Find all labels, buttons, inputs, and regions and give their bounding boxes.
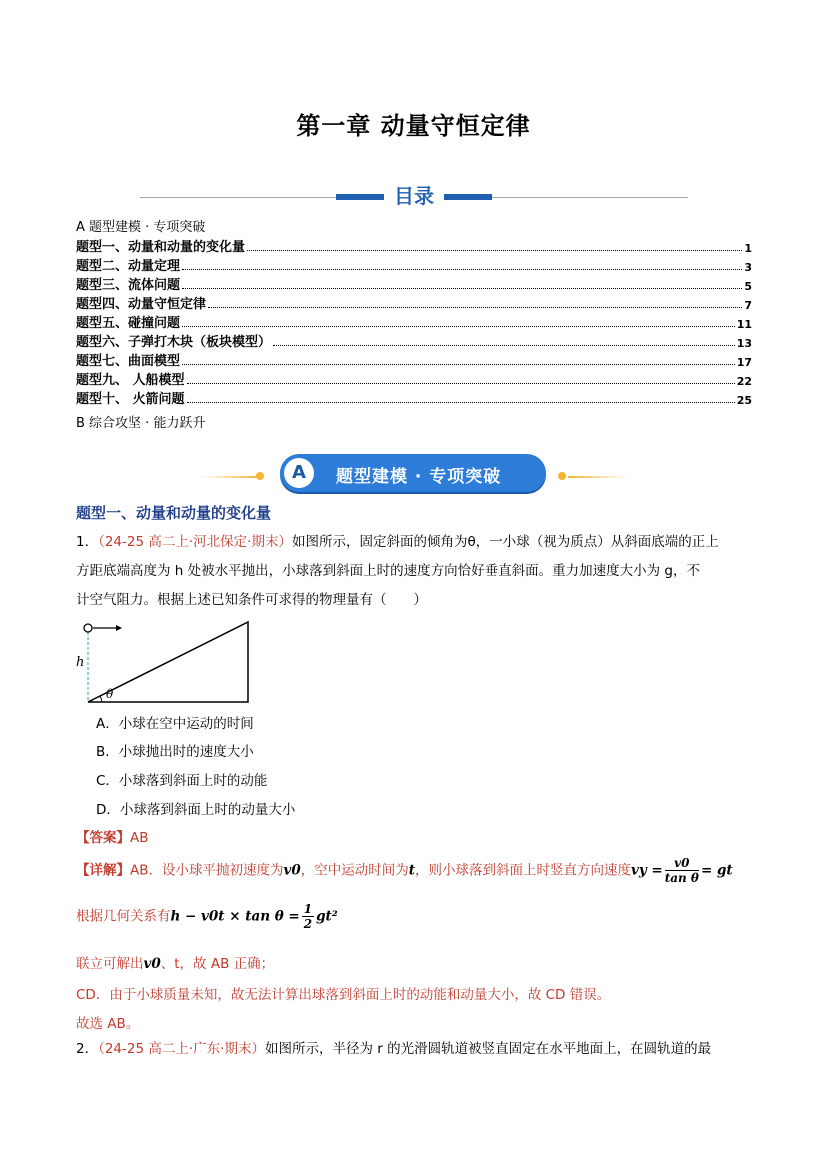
toc-leader-dots xyxy=(208,307,742,308)
incline-figure xyxy=(70,616,260,708)
toc-section-b: B 综合攻坚 · 能力跃升 xyxy=(76,416,206,431)
question-text: 如图所示，固定斜面的倾角为θ，一小球（视为质点）从斜面底端的正上 xyxy=(291,534,719,550)
vy-symbol: vy = xyxy=(631,862,663,879)
banner-deco-left xyxy=(200,476,260,478)
toc-item[interactable] xyxy=(76,255,752,274)
angle-label: θ xyxy=(106,687,114,701)
question-1-line-3: 计空气阻力。根据上述已知条件可求得的物理量有（ ） xyxy=(76,592,427,608)
toc-bar-left xyxy=(336,194,384,200)
question-source: （24-25 高二上·河北保定·期末） xyxy=(98,534,292,550)
fraction-half-denominator: 2 xyxy=(303,917,313,931)
toc-item[interactable] xyxy=(76,331,752,350)
toc-leader-dots xyxy=(182,326,735,327)
velocity-arrowhead xyxy=(116,625,122,631)
detail-line-4: CD．由于小球质量未知，故无法计算出球落到斜面上时的动能和动量大小，故 CD 错误。 xyxy=(76,987,611,1003)
toc-item-page: 11 xyxy=(736,318,752,331)
eq2-right: gt² xyxy=(316,908,338,925)
toc-leader-dots xyxy=(182,364,735,365)
detail-line-3 xyxy=(76,952,274,972)
question-1-line-1 xyxy=(76,528,756,557)
detail-text-3c: 、t，故 AB 正确； xyxy=(160,956,275,972)
v0-symbol: v0 xyxy=(283,862,301,879)
toc-leader-dots xyxy=(187,402,735,403)
toc-item-page: 7 xyxy=(744,299,752,312)
detail-line-1 xyxy=(76,856,733,885)
option-d: D．小球落到斜面上时的动量大小 xyxy=(96,802,296,818)
banner-letter: A xyxy=(284,458,314,488)
toc-item[interactable] xyxy=(76,369,752,388)
banner-text: 题型建模 · 专项突破 xyxy=(336,467,502,487)
toc-bar-right xyxy=(444,194,492,200)
toc-item[interactable] xyxy=(76,388,752,407)
toc-item-title: 题型五、碰撞问题 xyxy=(76,316,181,331)
answer-line xyxy=(76,826,149,846)
detail-text-1b: ，空中运动时间为 xyxy=(300,862,409,879)
toc-heading: 目录 xyxy=(384,180,444,209)
toc-item-page: 25 xyxy=(736,394,752,407)
answer-label: 【答案】 xyxy=(76,830,130,846)
toc-item-title: 题型九、 人船模型 xyxy=(76,373,185,388)
page-title: 第一章 动量守恒定律 xyxy=(296,112,531,140)
question-1-line-2: 方距底端高度为 h 处被水平抛出，小球落到斜面上时的速度方向恰好垂直斜面。重力加速度大小为 g，不 xyxy=(76,563,700,579)
eq-gt: = gt xyxy=(700,862,733,879)
toc-item-page: 3 xyxy=(744,261,752,274)
question-number: 1． xyxy=(76,534,99,550)
toc-section-a: A 题型建模 · 专项突破 xyxy=(76,220,206,235)
toc-item-title: 题型六、子弹打木块（板块模型） xyxy=(76,335,272,350)
banner-dot-right xyxy=(558,472,566,480)
fraction-v0-tan xyxy=(665,856,699,885)
detail-text-1a: AB．设小球平抛初速度为 xyxy=(130,862,284,879)
detail-text-2a: 根据几何关系有 xyxy=(76,908,171,925)
toc-item-page: 5 xyxy=(744,280,752,293)
detail-text-3a: 联立可解出 xyxy=(76,956,144,972)
question-2-line-1 xyxy=(76,1035,756,1064)
toc-leader-dots xyxy=(182,288,742,289)
topic-heading: 题型一、动量和动量的变化量 xyxy=(76,504,272,522)
toc-item[interactable] xyxy=(76,293,752,312)
toc-leader-dots xyxy=(273,345,735,346)
toc-item[interactable] xyxy=(76,274,752,293)
v0-symbol-2: v0 xyxy=(143,956,161,972)
toc-leader-dots xyxy=(187,383,735,384)
question-2-source: （24-25 高二上·广东·期末） xyxy=(98,1041,265,1057)
toc-item-title: 题型四、动量守恒定律 xyxy=(76,297,207,312)
banner-dot-left xyxy=(256,472,264,480)
banner-deco-right xyxy=(568,476,628,478)
option-c: C．小球落到斜面上时的动能 xyxy=(96,773,268,789)
fraction-numerator: v0 xyxy=(665,856,699,871)
fraction-half-numerator: 1 xyxy=(303,902,313,916)
toc-item[interactable] xyxy=(76,312,752,331)
section-banner xyxy=(250,454,580,494)
detail-text-1c: ，则小球落到斜面上时竖直方向速度 xyxy=(415,862,631,879)
toc-item-page: 17 xyxy=(736,356,752,369)
toc-banner xyxy=(140,180,688,210)
toc-item-page: 13 xyxy=(736,337,752,350)
answer-value: AB xyxy=(130,830,149,846)
fraction-denominator: tan θ xyxy=(664,871,699,885)
angle-arc xyxy=(100,696,102,702)
detail-label: 【详解】 xyxy=(76,862,130,879)
question-2-number: 2． xyxy=(76,1041,99,1057)
detail-line-2 xyxy=(76,902,338,931)
eq2-left: h − v0t × tan θ = xyxy=(170,908,300,925)
detail-line-5: 故选 AB。 xyxy=(76,1016,140,1032)
toc-item-page: 22 xyxy=(736,375,752,388)
toc-item[interactable] xyxy=(76,236,752,255)
option-b: B．小球抛出时的速度大小 xyxy=(96,744,254,760)
toc-leader-dots xyxy=(182,269,742,270)
question-2-text: 如图所示，半径为 r 的光滑圆轨道被竖直固定在水平地面上，在圆轨道的最 xyxy=(264,1041,712,1057)
t-symbol: t xyxy=(408,862,415,879)
banner-pill xyxy=(280,454,546,492)
fraction-half xyxy=(302,902,314,931)
ball-icon xyxy=(84,624,92,632)
option-a: A．小球在空中运动的时间 xyxy=(96,716,254,732)
toc-item[interactable] xyxy=(76,350,752,369)
toc-item-title: 题型十、 火箭问题 xyxy=(76,392,185,407)
toc-item-page: 1 xyxy=(744,242,752,255)
toc-leader-dots xyxy=(247,250,742,251)
toc-item-title: 题型一、动量和动量的变化量 xyxy=(76,240,246,255)
toc-item-title: 题型二、动量定理 xyxy=(76,259,181,274)
toc-item-title: 题型七、曲面模型 xyxy=(76,354,181,369)
toc-item-title: 题型三、流体问题 xyxy=(76,278,181,293)
height-label: h xyxy=(76,655,85,670)
